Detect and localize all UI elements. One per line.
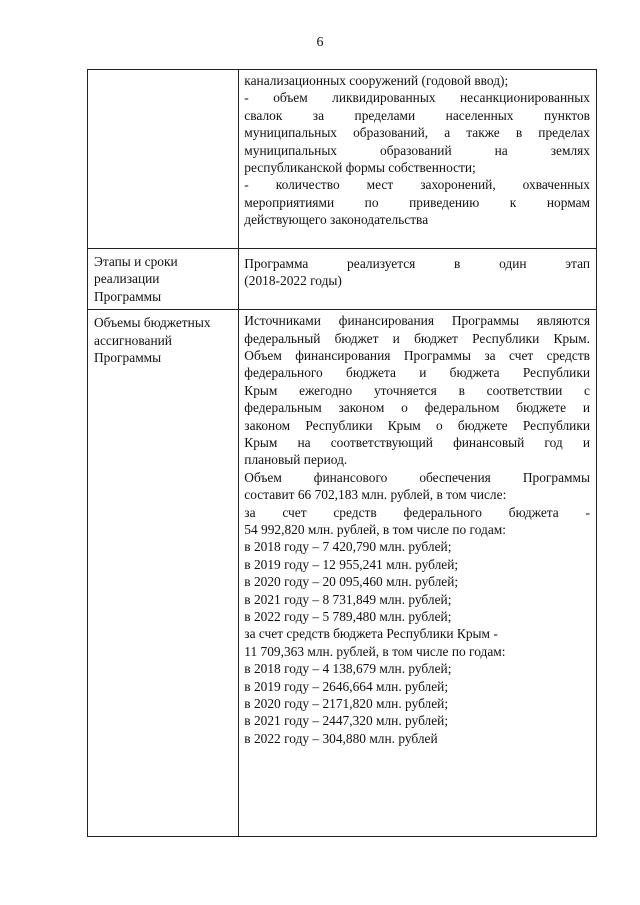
text-line: в 2022 году – 304,880 млн. рублей	[244, 730, 438, 746]
text-line: муниципальных образований, а также в пределах	[244, 125, 590, 141]
text-line: в 2018 году – 7 420,790 млн. рублей;	[244, 539, 452, 555]
text-line: за счет средств бюджета Республики Крым -	[244, 626, 498, 642]
text-line: республиканской формы собственности;	[244, 159, 476, 175]
text-line: - количество мест захоронений, охваченных	[244, 177, 590, 193]
indicators-text-cell	[239, 70, 597, 249]
table-row-budget	[88, 310, 597, 837]
row-label-line: реализации	[94, 271, 160, 287]
text-line: Источниками финансирования Программы являются	[244, 313, 590, 329]
stages-text-cell	[239, 249, 597, 310]
table-row-indicators	[88, 70, 597, 249]
text-line: - объем ликвидированных несанкционированных	[244, 90, 590, 106]
text-line: в 2021 году – 8 731,849 млн. рублей;	[244, 591, 452, 607]
text-line: (2018-2022 годы)	[244, 273, 342, 289]
text-line: Программа реализуется в один этап	[244, 256, 590, 271]
text-line: в 2018 году – 4 138,679 млн. рублей;	[244, 661, 452, 677]
text-line: Крым ежегодно уточняется в соответствии с	[244, 382, 590, 398]
text-line: в 2020 году – 20 095,460 млн. рублей;	[244, 574, 459, 590]
text-line: в 2019 году – 12 955,241 млн. рублей;	[244, 556, 459, 572]
text-line: в 2019 году – 2646,664 млн. рублей;	[244, 678, 449, 694]
text-line: плановый период.	[244, 452, 348, 468]
text-line: законом Республики Крым о бюджете Республики	[244, 417, 590, 433]
budget-label-cell	[88, 310, 239, 837]
row-label-empty	[88, 70, 239, 249]
page-number: 6	[316, 35, 324, 50]
text-line: федерального бюджета и бюджета Республики	[244, 365, 590, 381]
row-label-line: Программы	[94, 288, 162, 304]
text-line: в 2020 году – 2171,820 млн. рублей;	[244, 696, 449, 711]
text-line: в 2022 году – 5 789,480 млн. рублей;	[244, 608, 452, 624]
text-line: 11 709,363 млн. рублей, в том числе по годам:	[244, 643, 506, 659]
program-passport-table	[87, 69, 597, 837]
text-line: федеральный бюджет и бюджет Республики Крым.	[244, 330, 590, 346]
text-line: муниципальных образований на землях	[244, 142, 590, 158]
text-line: мероприятиями по приведению к нормам	[244, 194, 590, 210]
text-line: Объем финансового обеспечения Программы	[244, 469, 590, 485]
row-label-line: Этапы и сроки	[94, 254, 178, 269]
table-row-stages	[88, 249, 597, 310]
text-line: свалок за пределами населенных пунктов	[244, 107, 590, 123]
row-label-line: Объемы бюджетных	[94, 315, 211, 331]
row-label-line: ассигнований	[94, 332, 172, 348]
stages-label-cell	[88, 249, 239, 310]
text-line: канализационных сооружений (годовой ввод);	[244, 73, 509, 88]
text-line: за счет средств федерального бюджета -	[244, 504, 590, 520]
text-line: в 2021 году – 2447,320 млн. рублей;	[244, 713, 449, 729]
budget-text-cell	[239, 310, 597, 837]
text-line: федеральным законом о федеральном бюджете и	[244, 400, 590, 416]
text-line: Крым на соответствующий финансовый год и	[244, 434, 590, 450]
text-line: 54 992,820 млн. рублей, в том числе по годам:	[244, 521, 506, 537]
text-line: составит 66 702,183 млн. рублей, в том числе:	[244, 487, 507, 503]
row-label-line: Программы	[94, 350, 162, 366]
text-line: действующего законодательства	[244, 212, 429, 228]
text-line: Объем финансирования Программы за счет средств	[244, 348, 590, 363]
